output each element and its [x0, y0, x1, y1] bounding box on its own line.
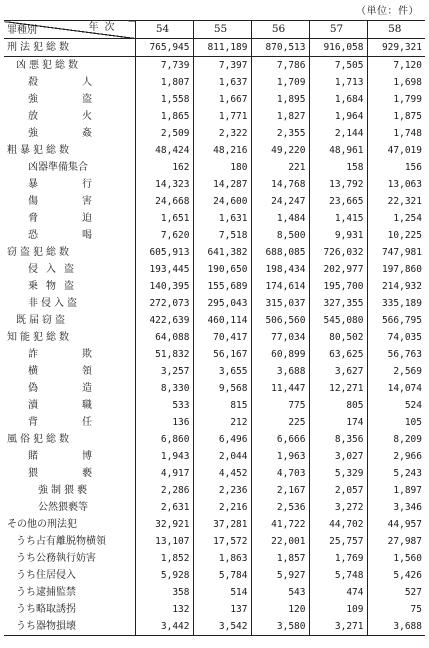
value-cell: 527 [367, 584, 425, 601]
value-cell: 641,382 [193, 244, 251, 261]
row-category-label: 殺 人 [28, 77, 100, 88]
value-cell: 120 [251, 601, 309, 618]
table-row [4, 74, 425, 91]
value-cell: 506,560 [251, 312, 309, 329]
table-row [4, 601, 425, 618]
row-category-label: 刑法犯総数 [4, 39, 135, 57]
value-cell: 17,572 [193, 533, 251, 550]
value-cell: 48,424 [135, 142, 193, 159]
value-cell: 524 [367, 397, 425, 414]
value-cell: 155,689 [193, 278, 251, 295]
row-category-label: 侵入盗 [28, 264, 82, 275]
value-cell: 422,639 [135, 312, 193, 329]
value-cell: 24,600 [193, 193, 251, 210]
unit-label: （単位：件） [356, 6, 419, 17]
value-cell: 49,220 [251, 142, 309, 159]
row-category-label: 賭 博 [28, 451, 100, 462]
value-cell: 44,957 [367, 516, 425, 533]
value-cell: 193,445 [135, 261, 193, 278]
value-cell: 2,216 [193, 499, 251, 516]
row-category-label: その他の刑法犯 [7, 519, 77, 530]
row-category-label: 恐 喝 [28, 230, 100, 241]
value-cell: 7,397 [193, 57, 251, 75]
value-cell: 1,631 [193, 210, 251, 227]
value-cell: 3,346 [367, 499, 425, 516]
value-cell: 7,120 [367, 57, 425, 75]
value-cell: 10,225 [367, 227, 425, 244]
value-cell: 1,254 [367, 210, 425, 227]
row-category-label: 詐 欺 [28, 349, 100, 360]
value-cell: 533 [135, 397, 193, 414]
value-cell: 3,688 [251, 363, 309, 380]
row-category-label: 強 姦 [28, 128, 100, 139]
header-year-label: 年次 [88, 22, 121, 33]
table-row [4, 295, 425, 312]
row-category-label: うち占有離脱物横領 [16, 536, 106, 547]
value-cell: 3,442 [135, 618, 193, 636]
header-row [4, 21, 425, 39]
value-cell: 7,620 [135, 227, 193, 244]
value-cell: 358 [135, 584, 193, 601]
value-cell: 180 [193, 159, 251, 176]
value-cell: 1,415 [309, 210, 367, 227]
value-cell: 32,921 [135, 516, 193, 533]
row-category-label: 粗暴犯総数 [7, 145, 72, 156]
value-cell: 14,287 [193, 176, 251, 193]
value-cell: 8,209 [367, 431, 425, 448]
value-cell: 14,074 [367, 380, 425, 397]
value-cell: 198,434 [251, 261, 309, 278]
value-cell: 2,236 [193, 482, 251, 499]
value-cell: 1,769 [309, 550, 367, 567]
value-cell: 4,703 [251, 465, 309, 482]
value-cell: 2,167 [251, 482, 309, 499]
value-cell: 747,981 [367, 244, 425, 261]
value-cell: 1,637 [193, 74, 251, 91]
value-cell: 2,569 [367, 363, 425, 380]
value-cell: 1,684 [309, 91, 367, 108]
value-cell: 870,513 [251, 39, 309, 57]
table-row [4, 261, 425, 278]
value-cell: 1,709 [251, 74, 309, 91]
value-cell: 3,688 [367, 618, 425, 636]
value-cell: 24,668 [135, 193, 193, 210]
table-row [4, 210, 425, 227]
value-cell: 77,034 [251, 329, 309, 346]
value-cell: 48,961 [309, 142, 367, 159]
value-cell: 3,027 [309, 448, 367, 465]
table-row [4, 499, 425, 516]
value-cell: 2,355 [251, 125, 309, 142]
value-cell: 1,964 [309, 108, 367, 125]
table-row [4, 346, 425, 363]
value-cell: 2,057 [309, 482, 367, 499]
value-cell: 7,739 [135, 57, 193, 75]
table-row [4, 550, 425, 567]
row-category-label: 横 領 [28, 366, 100, 377]
value-cell: 765,945 [135, 39, 193, 57]
value-cell: 212 [193, 414, 251, 431]
table-row [4, 363, 425, 380]
value-cell: 2,144 [309, 125, 367, 142]
header-year: 58 [367, 21, 425, 39]
row-category-label: うち逮捕監禁 [16, 587, 76, 598]
value-cell: 327,355 [309, 295, 367, 312]
header-year: 56 [251, 21, 309, 39]
value-cell: 48,216 [193, 142, 251, 159]
row-category-label: 背 任 [28, 417, 100, 428]
value-cell: 460,114 [193, 312, 251, 329]
value-cell: 543 [251, 584, 309, 601]
value-cell: 1,875 [367, 108, 425, 125]
value-cell: 5,426 [367, 567, 425, 584]
value-cell: 566,795 [367, 312, 425, 329]
value-cell: 221 [251, 159, 309, 176]
value-cell: 3,271 [309, 618, 367, 636]
table-row [4, 91, 425, 108]
value-cell: 805 [309, 397, 367, 414]
value-cell: 5,928 [135, 567, 193, 584]
value-cell: 2,286 [135, 482, 193, 499]
value-cell: 63,625 [309, 346, 367, 363]
header-year: 54 [135, 21, 193, 39]
value-cell: 514 [193, 584, 251, 601]
value-cell: 105 [367, 414, 425, 431]
row-category-label: 暴 行 [28, 179, 100, 190]
value-cell: 1,484 [251, 210, 309, 227]
table-row [4, 227, 425, 244]
value-cell: 190,650 [193, 261, 251, 278]
value-cell: 6,496 [193, 431, 251, 448]
value-cell: 137 [193, 601, 251, 618]
value-cell: 2,044 [193, 448, 251, 465]
row-category-label: 凶悪犯総数 [16, 60, 81, 71]
table-row [4, 414, 425, 431]
table-row [4, 516, 425, 533]
row-category-label: うち略取誘拐 [16, 604, 76, 615]
value-cell: 3,655 [193, 363, 251, 380]
value-cell: 22,321 [367, 193, 425, 210]
value-cell: 64,088 [135, 329, 193, 346]
value-cell: 27,987 [367, 533, 425, 550]
row-category-label: 強 盗 [28, 94, 100, 105]
value-cell: 815 [193, 397, 251, 414]
value-cell: 8,500 [251, 227, 309, 244]
value-cell: 41,722 [251, 516, 309, 533]
value-cell: 37,281 [193, 516, 251, 533]
value-cell: 3,627 [309, 363, 367, 380]
value-cell: 7,786 [251, 57, 309, 75]
table-row [4, 176, 425, 193]
value-cell: 162 [135, 159, 193, 176]
value-cell: 174 [309, 414, 367, 431]
row-category-label: 知能犯総数 [7, 332, 72, 343]
value-cell: 3,257 [135, 363, 193, 380]
value-cell: 14,768 [251, 176, 309, 193]
value-cell: 197,860 [367, 261, 425, 278]
value-cell: 5,243 [367, 465, 425, 482]
value-cell: 56,763 [367, 346, 425, 363]
value-cell: 775 [251, 397, 309, 414]
header-year: 55 [193, 21, 251, 39]
value-cell: 688,085 [251, 244, 309, 261]
value-cell: 7,505 [309, 57, 367, 75]
row-category-label: 偽 造 [28, 383, 100, 394]
value-cell: 60,899 [251, 346, 309, 363]
value-cell: 5,329 [309, 465, 367, 482]
value-cell: 12,271 [309, 380, 367, 397]
header-corner-cell [4, 21, 135, 39]
value-cell: 1,771 [193, 108, 251, 125]
value-cell: 1,852 [135, 550, 193, 567]
table-row [4, 108, 425, 125]
value-cell: 202,977 [309, 261, 367, 278]
value-cell: 1,895 [251, 91, 309, 108]
value-cell: 8,356 [309, 431, 367, 448]
value-cell: 70,417 [193, 329, 251, 346]
value-cell: 22,001 [251, 533, 309, 550]
value-cell: 158 [309, 159, 367, 176]
value-cell: 75 [367, 601, 425, 618]
value-cell: 13,063 [367, 176, 425, 193]
value-cell: 8,330 [135, 380, 193, 397]
value-cell: 1,748 [367, 125, 425, 142]
table-row [4, 142, 425, 159]
value-cell: 174,614 [251, 278, 309, 295]
value-cell: 474 [309, 584, 367, 601]
table-row [4, 380, 425, 397]
value-cell: 5,784 [193, 567, 251, 584]
value-cell: 315,037 [251, 295, 309, 312]
value-cell: 295,043 [193, 295, 251, 312]
value-cell: 272,073 [135, 295, 193, 312]
table-row [4, 125, 425, 142]
value-cell: 25,757 [309, 533, 367, 550]
value-cell: 156 [367, 159, 425, 176]
value-cell: 23,665 [309, 193, 367, 210]
value-cell: 6,666 [251, 431, 309, 448]
table-row [4, 465, 425, 482]
table-row [4, 584, 425, 601]
row-category-label: 既届窃盗 [16, 315, 68, 326]
value-cell: 1,807 [135, 74, 193, 91]
header-category-label: 罪種別 [7, 25, 37, 36]
table-row [4, 448, 425, 465]
table-row [4, 193, 425, 210]
value-cell: 726,032 [309, 244, 367, 261]
value-cell: 225 [251, 414, 309, 431]
value-cell: 2,509 [135, 125, 193, 142]
value-cell: 2,536 [251, 499, 309, 516]
value-cell: 1,963 [251, 448, 309, 465]
value-cell: 5,748 [309, 567, 367, 584]
value-cell: 214,932 [367, 278, 425, 295]
value-cell: 109 [309, 601, 367, 618]
table-row [4, 567, 425, 584]
row-category-label: 強制猥褻 [38, 485, 90, 496]
value-cell: 3,272 [309, 499, 367, 516]
value-cell: 6,860 [135, 431, 193, 448]
value-cell: 1,827 [251, 108, 309, 125]
table-row [4, 431, 425, 448]
value-cell: 1,857 [251, 550, 309, 567]
value-cell: 1,667 [193, 91, 251, 108]
table-row [4, 329, 425, 346]
table-row [4, 533, 425, 550]
value-cell: 2,631 [135, 499, 193, 516]
value-cell: 9,931 [309, 227, 367, 244]
value-cell: 1,897 [367, 482, 425, 499]
row-category-label: うち公務執行妨害 [16, 553, 96, 564]
crime-statistics-table [4, 20, 425, 636]
table-row [4, 278, 425, 295]
value-cell: 11,447 [251, 380, 309, 397]
row-category-label: 凶器準備集合 [28, 162, 88, 173]
table-body [4, 39, 425, 636]
value-cell: 47,019 [367, 142, 425, 159]
table-row [4, 57, 425, 75]
value-cell: 195,700 [309, 278, 367, 295]
row-category-label: 公然猥褻等 [38, 502, 88, 513]
value-cell: 1,698 [367, 74, 425, 91]
row-category-label: 非侵入盗 [28, 298, 80, 309]
value-cell: 916,058 [309, 39, 367, 57]
row-category-label: 放 火 [28, 111, 100, 122]
value-cell: 132 [135, 601, 193, 618]
value-cell: 24,247 [251, 193, 309, 210]
header-year: 57 [309, 21, 367, 39]
value-cell: 13,107 [135, 533, 193, 550]
row-category-label: 乗物盗 [28, 281, 82, 292]
value-cell: 1,943 [135, 448, 193, 465]
value-cell: 4,452 [193, 465, 251, 482]
value-cell: 335,189 [367, 295, 425, 312]
value-cell: 1,558 [135, 91, 193, 108]
table-row [4, 39, 425, 57]
value-cell: 2,322 [193, 125, 251, 142]
value-cell: 1,863 [193, 550, 251, 567]
value-cell: 74,035 [367, 329, 425, 346]
table-row [4, 397, 425, 414]
value-cell: 7,518 [193, 227, 251, 244]
table-row [4, 482, 425, 499]
value-cell: 56,167 [193, 346, 251, 363]
table-row [4, 244, 425, 261]
row-category-label: 脅 迫 [28, 213, 100, 224]
row-category-label: 窃盗犯総数 [7, 247, 72, 258]
row-category-label: 瀆 職 [28, 400, 100, 411]
row-category-label: 風俗犯総数 [7, 434, 72, 445]
value-cell: 9,568 [193, 380, 251, 397]
value-cell: 13,792 [309, 176, 367, 193]
row-category-label: うち住居侵入 [16, 570, 76, 581]
table-row [4, 312, 425, 329]
row-category-label: 傷 害 [28, 196, 100, 207]
value-cell: 51,832 [135, 346, 193, 363]
value-cell: 1,865 [135, 108, 193, 125]
row-category-label: うち器物損壊 [4, 618, 135, 636]
value-cell: 136 [135, 414, 193, 431]
value-cell: 605,913 [135, 244, 193, 261]
value-cell: 1,799 [367, 91, 425, 108]
value-cell: 929,321 [367, 39, 425, 57]
value-cell: 2,966 [367, 448, 425, 465]
value-cell: 1,713 [309, 74, 367, 91]
value-cell: 1,560 [367, 550, 425, 567]
value-cell: 545,080 [309, 312, 367, 329]
value-cell: 4,917 [135, 465, 193, 482]
value-cell: 1,651 [135, 210, 193, 227]
value-cell: 811,189 [193, 39, 251, 57]
value-cell: 5,927 [251, 567, 309, 584]
value-cell: 80,502 [309, 329, 367, 346]
table-row [4, 618, 425, 636]
table-row [4, 159, 425, 176]
value-cell: 44,702 [309, 516, 367, 533]
row-category-label: 猥 褻 [28, 468, 100, 479]
value-cell: 3,542 [193, 618, 251, 636]
value-cell: 140,395 [135, 278, 193, 295]
value-cell: 3,580 [251, 618, 309, 636]
value-cell: 14,323 [135, 176, 193, 193]
